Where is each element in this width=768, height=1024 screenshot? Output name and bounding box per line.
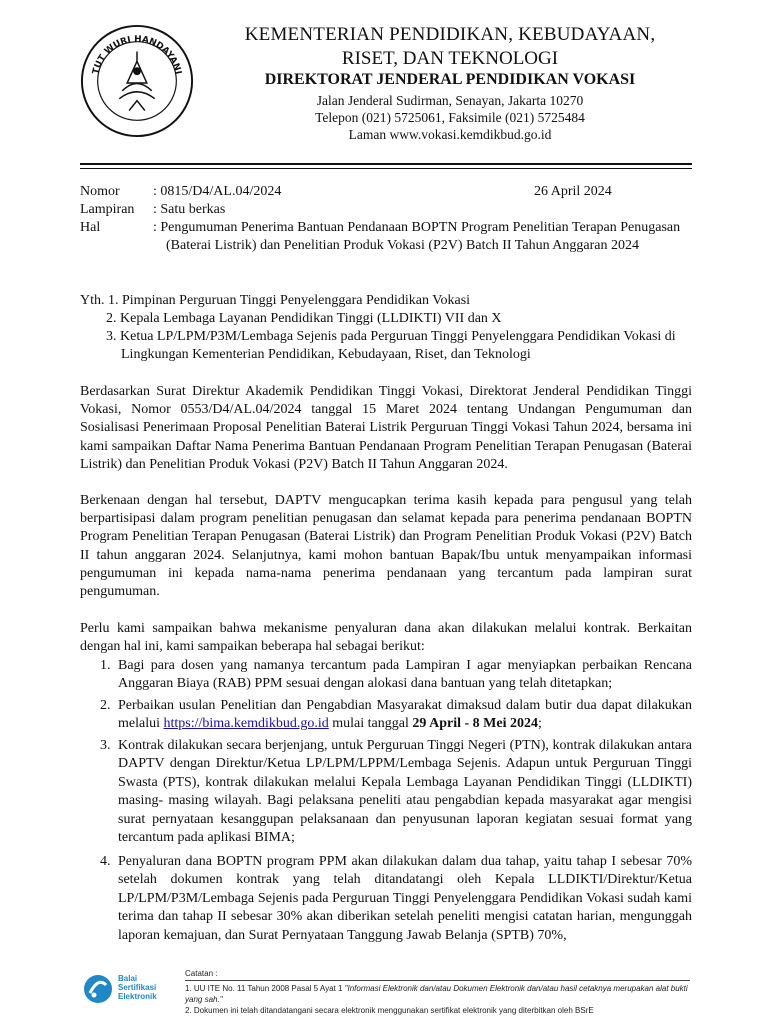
footer-rule (185, 980, 690, 981)
paragraph-1: Berdasarkan Surat Direktur Akademik Pendidikan Tinggi Vokasi, Direktorat Jenderal Pendidikan Tinggi Vokasi, Nomor 0553/D4/AL.04/2024 tanggal 15 Maret 2024 tentang Undangan Pengumuman dan Sosialisasi Penerimaan Proposal Penelitian Baterai Listrik Perguruan Tinggi Vokasi Tahun 2024, bersama ini kami sampaikan Daftar Nama Penerima Bantuan Pendanaan Program Penelitian Terapan Penugasan (Baterai Listrik) dan Penelitian Produk Vokasi (P2V) Batch II Tahun Anggaran 2024. (80, 384, 692, 472)
lampiran-label: Lampiran (80, 202, 135, 217)
footer-notes (185, 968, 690, 1016)
letterhead-ministry: KEMENTERIAN PENDIDIKAN, KEBUDAYAAN, (244, 24, 656, 45)
footer-catatan: Catatan : (185, 969, 218, 978)
point-2-date-range: 29 April - 8 Mei 2024 (412, 716, 538, 732)
nomor-label: Nomor (80, 184, 120, 199)
bima-link[interactable]: https://bima.kemdikbud.go.id (163, 716, 329, 732)
recipient-3: 3. Ketua LP/LPM/P3M/Lembaga Sejenis pada Perguruan Tinggi Penyelenggara Pendidikan Vokasi di (106, 329, 676, 344)
recipient-2: 2. Kepala Lembaga Layanan Pendidikan Tinggi (LLDIKTI) VII dan X (106, 311, 502, 326)
bsre-logo-line1: Balai (118, 974, 138, 983)
point-2-number: 2. (100, 698, 111, 713)
footer-note-1 (185, 983, 690, 1005)
letterhead-phone: Telepon (021) 5725061, Faksimile (021) 5725484 (315, 110, 585, 125)
point-2-text-mid: mulai tanggal (328, 716, 413, 732)
letterhead-website: Laman www.vokasi.kemdikbud.go.id (348, 127, 552, 142)
point-2-text-after: ; (537, 716, 542, 732)
hal-value-line2: (Baterai Listrik) dan Penelitian Produk Vokasi (P2V) Batch II Tahun Anggaran 2024 (166, 238, 639, 253)
svg-text:TUT WURI HANDAYANI: TUT WURI HANDAYANI (91, 34, 183, 76)
paragraph-2: Berkenaan dengan hal tersebut, DAPTV mengucapkan terima kasih kepada para pengusul yang telah berpartisipasi dalam program penelitian penugasan dan selamat kepada para penerima pendanaan BOPTN Program Penelitian Terapan Penugasan (Baterai Listrik) dan Program Penelitian Produk Vokasi (P2V) Batch II tahun anggaran 2024. Selanjutnya, kami mohon bantuan Bapak/Ibu untuk menyampaikan informasi pengumuman ini kepada nama-nama penerima pendanaan yang tercantum pada lampiran surat pengumuman. (80, 493, 692, 600)
point-2-text (118, 697, 692, 734)
recipient-1: Yth. 1. Pimpinan Perguruan Tinggi Penyelenggara Pendidikan Vokasi (80, 293, 471, 308)
point-4-number: 4. (100, 854, 111, 869)
letterhead-ministry-2: RISET, DAN TEKNOLOGI (341, 48, 559, 69)
letterhead-address: Jalan Jenderal Sudirman, Senayan, Jakarta 10270 (316, 93, 584, 108)
footer-note-2: 2. Dokumen ini telah ditandatangani secara elektronik menggunakan sertifikat elektronik yang diterbitkan oleh BSrE (185, 1006, 594, 1015)
bsre-logo-line2: Sertifikasi (118, 983, 157, 992)
nomor-value: : 0815/D4/AL.04/2024 (153, 184, 282, 199)
hal-value-line1: : Pengumuman Penerima Bantuan Pendanaan BOPTN Program Penelitian Terapan Penugasan (153, 220, 681, 235)
point-3-number: 3. (100, 738, 111, 753)
point-4-text: Penyaluran dana BOPTN program PPM akan dilakukan dalam dua tahap, yaitu tahap I sebesar 70% setelah dokumen kontrak yang telah ditandatangi oleh Kepala LLDIKTI/Direktur/Ketua LP/LPM/P3M/Lembaga Sejenis pada Perguruan Tinggi Penyelenggara Pendidikan Vokasi sudah kami terima dan tahap II sebesar 30% akan diberikan setelah peneliti mengisi catatan harian, mengunggah laporan kemajuan, dan Surat Pernyataan Tanggung Jawab Belanja (SPTB) 70%, (118, 854, 692, 943)
bsre-logo-icon (82, 973, 114, 1005)
footer-note-1-quote: "Informasi Elektronik dan/atau Dokumen Elektronik dan/atau hasil cetaknya merupakan alat bukti yang sah." (185, 984, 688, 1004)
letter-date: 26 April 2024 (534, 184, 612, 199)
footer-note-1-ref: 1. UU ITE No. 11 Tahun 2008 Pasal 5 Ayat 1 (185, 984, 345, 993)
point-1-text: Bagi para dosen yang namanya tercantum pada Lampiran I agar menyiapkan perbaikan Rencana Anggaran Biaya (RAB) PPM sesuai dengan alokasi dana bantuan yang telah ditetapkan; (118, 658, 692, 692)
recipient-3-cont: Lingkungan Kementerian Pendidikan, Kebudayaan, Riset, dan Teknologi (121, 347, 531, 362)
hal-label: Hal (80, 220, 101, 235)
point-1-number: 1. (100, 658, 111, 673)
letterhead-directorate: DIREKTORAT JENDERAL PENDIDIKAN VOKASI (264, 71, 636, 88)
lampiran-value: : Satu berkas (153, 202, 226, 217)
point-2-text-before: Perbaikan usulan Penelitian dan Pengabdian Masyarakat dimaksud dalam butir dua dapat dilakukan melalui (118, 698, 692, 732)
paragraph-3: Perlu kami sampaikan bahwa mekanisme penyaluran dana akan dilakukan melalui kontrak. Berkaitan dengan hal ini, kami sampaikan beberapa hal sebagai berikut: (80, 621, 692, 655)
bsre-logo-line3: Elektronik (118, 992, 157, 1001)
letterhead-divider (80, 163, 692, 169)
tut-wuri-handayani-logo (78, 22, 196, 140)
bsre-logo (80, 970, 170, 1010)
point-3-text: Kontrak dilakukan secara berjenjang, untuk Perguruan Tinggi Negeri (PTN), kontrak dilakukan antara DAPTV dengan Direktur/Ketua LP/LPM/LPPM/Lembaga Sejenis. Adapun untuk Perguruan Tinggi Swasta (PTS), kontrak dilakukan melalui Kepala Lembaga Layanan Pendidikan Tinggi (LLDIKTI) masing- masing wilayah. Bagi pelaksana peneliti atau pengabdian kepada masyarakat agar mengisi surat pernyataan kesanggupan pelaksanaan dan penyusunan laporan kegiatan sesuai format yang tercantum pada aplikasi BIMA; (118, 738, 692, 846)
